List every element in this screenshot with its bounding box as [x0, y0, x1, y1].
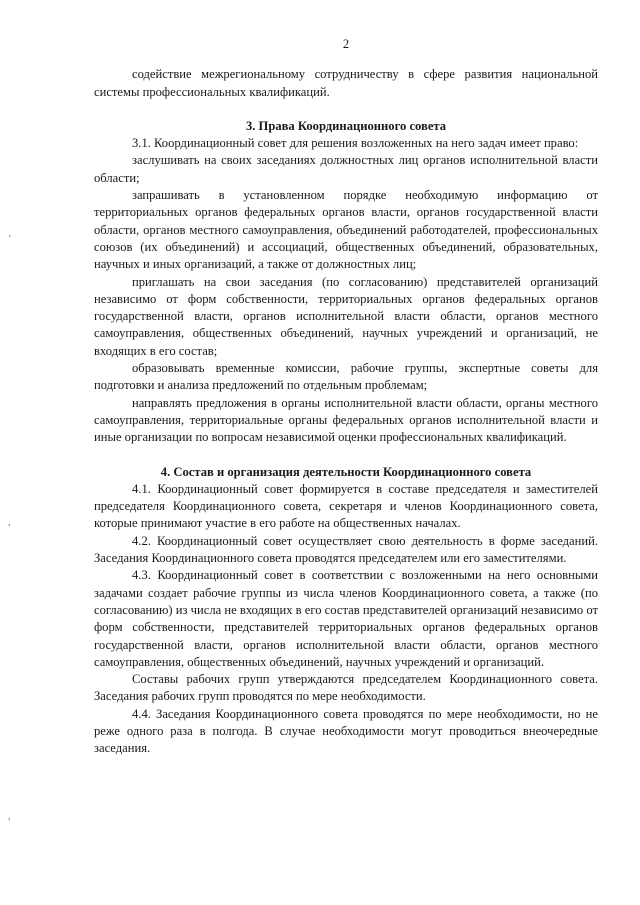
section-4-paragraph: Составы рабочих групп утверждаются председателем Координационного совета. Заседания рабочих групп проводятся по мере необходимости. [94, 672, 598, 704]
page-number: 2 [342, 37, 350, 51]
intro-paragraph: содействие межрегиональному сотрудничеству в сфере развития национальной системы профессиональных квалификаций. [94, 67, 598, 99]
section-4-paragraph: 4.1. Координационный совет формируется в составе председателя и заместителей председателя Координационного совета, секретаря и членов Координационного совета, которые принимают участие в его работе на общественных началах. [94, 481, 598, 531]
section-4-paragraph: 4.3. Координационный совет в соответствии с возложенными на него основными задачами создает рабочие группы из числа членов Координационного совета, а также (по согласованию) из числа не входящих в его состав представителей организаций независимо от форм собственности, представителей территориальных органов федеральных органов государственной власти, органов исполнительной власти области, органов местного самоуправления, общественных объединений, научных учреждений и организаций. [94, 568, 598, 669]
section-4-paragraph: 4.4. Заседания Координационного совета проводятся по мере необходимости, но не реже одного раза в полгода. В случае необходимости могут проводиться внеочередные заседания. [94, 706, 598, 756]
scan-mark: , [8, 811, 11, 822]
document-page [94, 36, 598, 758]
section-3-heading: 3. Права Координационного совета [245, 118, 447, 133]
section-3-paragraph: заслушивать на своих заседаниях должностных лиц органов исполнительной власти области; [94, 153, 598, 185]
section-3-paragraph: образовывать временные комиссии, рабочие группы, экспертные советы для подготовки и анализа предложений по отдельным проблемам; [94, 361, 598, 393]
section-3-paragraph: направлять предложения в органы исполнительной власти области, органы местного самоуправления, территориальные органы федеральных органов исполнительной власти и иные организации по вопросам независимой оценки профессиональных квалификаций. [94, 395, 598, 445]
section-3-paragraph: 3.1. Координационный совет для решения возложенных на него задач имеет право: [132, 136, 579, 151]
section-3-paragraph: запрашивать в установленном порядке необходимую информацию от территориальных органов федеральных органов власти, органов государственной власти области, органов местного самоуправления, объединений работодателей, профессиональных союзов (их объединений) и ассоциаций, общественных объединений, образовательных, научных и иных организаций, а также от должностных лиц; [94, 188, 598, 272]
section-4-paragraph: 4.2. Координационный совет осуществляет свою деятельность в форме заседаний. Заседания Координационного совета проводятся председателем или его заместителями. [94, 533, 598, 566]
section-3-paragraph: приглашать на свои заседания (по согласованию) представителей организаций независимо от форм собственности, территориальных органов федеральных органов государственной власти, органов исполнительной власти области, органов местного самоуправления, общественных объединений, научных учреждений и организаций, не входящих в его состав; [94, 274, 598, 358]
scan-mark: , [8, 517, 11, 528]
section-4-heading: 4. Состав и организация деятельности Координационного совета [160, 464, 532, 479]
scan-mark: ‚ [8, 228, 12, 239]
